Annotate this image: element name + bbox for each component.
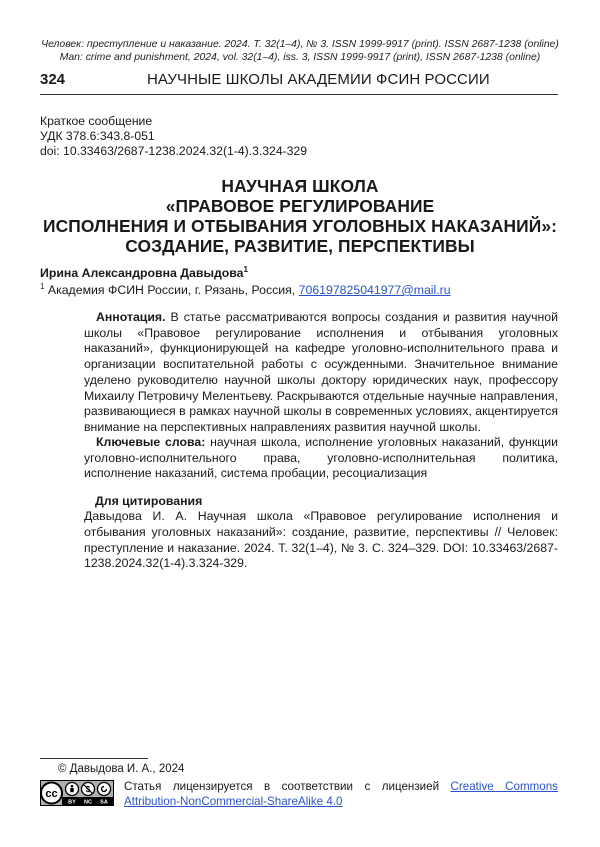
keywords (84, 435, 558, 482)
cc-main-label: cc (45, 788, 57, 800)
license-text (124, 780, 558, 809)
author-affiliation (40, 282, 451, 297)
keywords-label: Ключевые слова: (96, 435, 205, 449)
author-sup: 1 (244, 265, 248, 274)
affiliation-text: Академия ФСИН России, г. Рязань, Россия, (44, 283, 298, 297)
doi: doi: 10.33463/2687-1238.2024.32(1-4).3.324-329 (40, 144, 307, 159)
journal-info-ru: Человек: преступление и наказание. 2024. Т. 32(1–4), № 3. ISSN 1999-9917 (print). ISSN 2687-1238 (online) (0, 39, 600, 51)
affiliation-sup: 1 (40, 282, 44, 291)
author-name-text: Ирина Александровна Давыдова (40, 266, 244, 280)
title-line-3: ИСПОЛНЕНИЯ И ОТБЫВАНИЯ УГОЛОВНЫХ НАКАЗАНИЙ»: (0, 216, 600, 236)
cc-nc-label: NC (84, 800, 92, 806)
abstract-text: В статье рассматриваются вопросы создания и развития научной школы «Правовое регулирование исполнения и отбывания уголовных наказаний», функционирующей на кафедре уголовно-исполнительного права и организации воспитательной работы с осужденными. Значительное внимание уделено руководителю научной школы доктору юридических наук, профессору Михаилу Петровичу Мелентьеву. Раскрываются отдельные научные направления, развивающиеся в рамках научной школы в современных условиях, акцентируется внимание на перспективных направлениях развития научной школы. (84, 310, 558, 434)
cc-by-head (71, 785, 74, 788)
header-divider (40, 94, 558, 95)
abstract (84, 310, 558, 436)
title-line-1: НАУЧНАЯ ШКОЛА (0, 176, 600, 196)
udk-code: УДК 378.6:343.8-051 (40, 129, 155, 144)
copyright: © Давыдова И. А., 2024 (58, 763, 184, 775)
article-type: Краткое сообщение (40, 114, 152, 129)
title-line-4: СОЗДАНИЕ, РАЗВИТИЕ, ПЕРСПЕКТИВЫ (0, 236, 600, 256)
author-email-link[interactable]: 706197825041977@mail.ru (299, 283, 451, 297)
footnote-divider (40, 758, 148, 759)
license-link[interactable]: Creative Commons Attribution-NonCommercial-ShareAlike 4.0 (124, 780, 558, 808)
author-name (40, 265, 248, 280)
cc-by-label: BY (68, 800, 76, 806)
citation-heading: Для цитирования (95, 494, 202, 508)
license-prefix: Статья лицензируется в соответствии с лицензией (124, 780, 451, 793)
page-number: 324 (40, 71, 65, 88)
cc-license-icon[interactable] (40, 780, 114, 806)
citation-text: Давыдова И. А. Научная школа «Правовое регулирование исполнения и отбывания уголовных наказаний»: создание, развитие, перспективы // Человек: преступление и наказание. 2024. Т. 32(1–4), № 3. С. 324–329. DOI: 10.33463/2687-1238.2024.32(1-4).3.324-329. (84, 509, 558, 572)
journal-info-en: Man: crime and punishment, 2024, vol. 32(1–4), iss. 3, ISSN 1999-9917 (print), ISSN 2687-1238 (online) (0, 52, 600, 64)
keywords-text: научная школа, исполнение уголовных наказаний, функции уголовно-исполнительного права, уголовно-исполнительная политика, исполнение наказаний, система пробации, ресоциализация (84, 435, 558, 480)
cc-sa-icon (98, 783, 111, 796)
running-head: НАУЧНЫЕ ШКОЛЫ АКАДЕМИИ ФСИН РОССИИ (147, 71, 490, 88)
cc-sa-label: SA (100, 800, 108, 806)
abstract-label: Аннотация. (96, 310, 166, 324)
title-line-2: «ПРАВОВОЕ РЕГУЛИРОВАНИЕ (0, 196, 600, 216)
cc-by-body (70, 788, 73, 792)
